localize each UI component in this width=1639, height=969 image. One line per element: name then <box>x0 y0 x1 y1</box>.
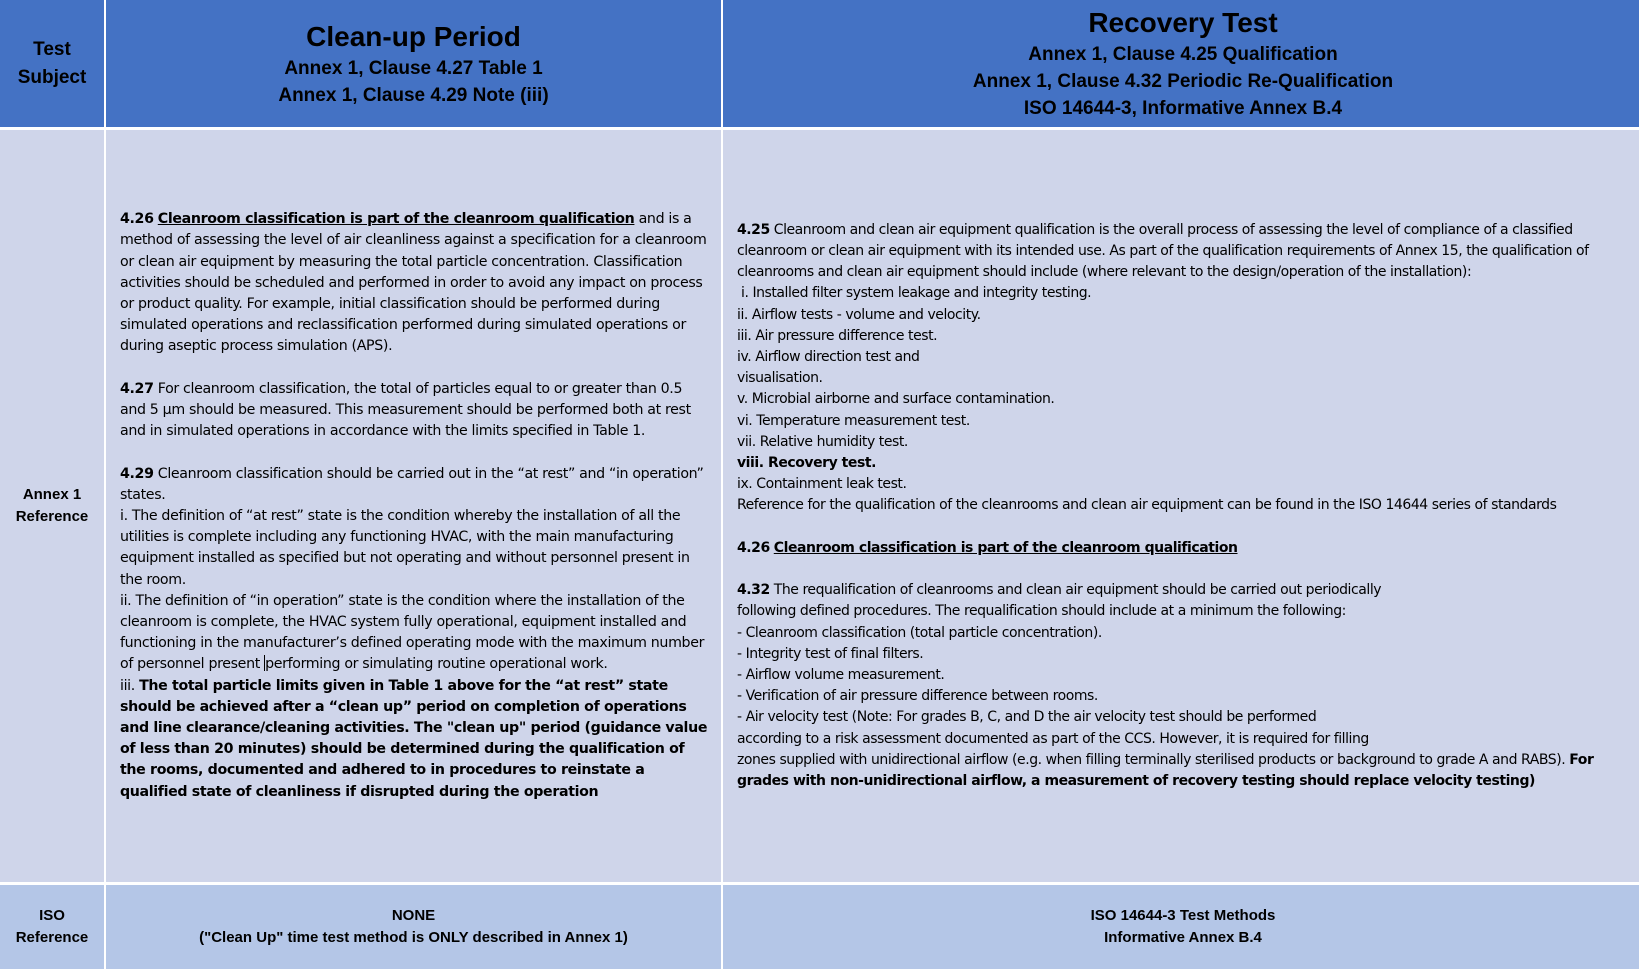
list-item: vii. Relative humidity test. <box>737 433 908 450</box>
clause-text: and is a method of assessing the level of air cleanliness against a specification for a cleanroom or clean air equipment by measuring the total particle concentration. Classification activities should be scheduled and performed in order to avoid any impact on process or product quality. For example, initial classification should be performed during simulated operations and reclassification performed during simulated operations or during aseptic process simulation (APS). <box>120 211 707 355</box>
clean-up-iso-reference <box>106 885 721 969</box>
recovery-ref: Annex 1, Clause 4.25 Qualification <box>1028 44 1338 65</box>
clause-bold-text: For grades with non-unidirectional airflow, a measurement of recovery testing should replace velocity testing) <box>737 751 1594 790</box>
list-item: - Verification of air pressure difference between rooms. <box>737 688 1098 705</box>
row-label-annex1-reference <box>0 130 104 882</box>
list-item: v. Microbial airborne and surface contamination. <box>737 391 1055 408</box>
clean-up-title: Clean-up Period <box>306 20 521 52</box>
clause-text: The requalification of cleanrooms and clean air equipment should be carried out periodically <box>769 582 1382 599</box>
iso-ref-line: ("Clean Up" time test method is ONLY described in Annex 1) <box>199 929 628 946</box>
header-clean-up-period <box>106 0 721 127</box>
header-test-subject-line1: Test <box>33 38 71 60</box>
list-item: ix. Containment leak test. <box>737 476 907 493</box>
row-label-line: Annex 1 <box>22 486 82 503</box>
clean-up-ref: Annex 1, Clause 4.27 Table 1 <box>284 57 543 79</box>
clause-number: 4.29 <box>120 465 154 482</box>
iso-ref-line: NONE <box>391 907 436 924</box>
reference-note: Reference for the qualification of the cleanrooms and clean air equipment can be found in the ISO 14644 series of standards <box>737 497 1557 514</box>
clause-emphasis: Cleanroom classification is part of the cleanroom qualification <box>157 211 635 228</box>
list-item: visualisation. <box>737 370 823 387</box>
row-label-line: Reference <box>15 508 89 525</box>
recovery-ref: ISO 14644-3, Informative Annex B.4 <box>1023 98 1343 119</box>
iso-ref-line: Informative Annex B.4 <box>1104 929 1262 946</box>
clause-4-26 <box>737 538 1635 559</box>
list-item: according to a risk assessment documented as part of the CCS. However, it is required for filling <box>737 730 1369 747</box>
recovery-ref: Annex 1, Clause 4.32 Periodic Re-Qualification <box>972 71 1394 92</box>
clause-4-25 <box>737 220 1635 284</box>
clause-4-29-ii <box>120 591 711 676</box>
row-label-line: Reference <box>15 929 89 946</box>
clause-4-29 <box>120 464 711 506</box>
list-item-recovery-test: viii. Recovery test. <box>737 455 876 471</box>
clause-bold-text: The total particle limits given in Table 1 above for the “at rest” state should be achieved after a “clean up” period on completion of operations and line clearance/cleaning activities. The "clean up" period (guidance value of less than 20 minutes) should be determined during the qualification of the rooms, documented and adhered to in procedures to reinstate a qualified state of cleanliness if disrupted during the operation <box>120 677 708 800</box>
header-recovery-test <box>723 0 1639 127</box>
row-label-iso-reference <box>0 885 104 969</box>
clause-4-32 <box>737 580 1635 601</box>
header-test-subject <box>0 0 104 127</box>
clause-emphasis: Cleanroom classification is part of the cleanroom qualification <box>773 539 1238 556</box>
clause-text: ii. The definition of “in operation” state is the condition where the installation of the cleanroom is complete, the HVAC system fully operational, equipment installed and functioning in the manufacturer’s defined operating mode with the maximum number of personnel present <box>120 592 705 673</box>
clause-text: Cleanroom classification should be carried out in the “at rest” and “in operation” states. <box>120 465 704 503</box>
clause-number: 4.26 <box>737 539 770 556</box>
clean-up-annex1-text <box>106 130 721 882</box>
list-item: i. Installed filter system leakage and integrity testing. <box>737 285 1092 302</box>
list-item: iii. Air pressure difference test. <box>737 327 938 344</box>
list-item: - Cleanroom classification (total particle concentration). <box>737 624 1102 641</box>
header-test-subject-line2: Subject <box>17 66 87 88</box>
clause-number: 4.32 <box>737 582 770 599</box>
list-item: vi. Temperature measurement test. <box>737 412 970 429</box>
list-item: iv. Airflow direction test and <box>737 348 920 365</box>
clause-number: 4.26 <box>120 211 154 228</box>
clause-text: Cleanroom and clean air equipment qualification is the overall process of assessing the level of compliance of a classified cleanroom or clean air equipment with its intended use. As part of the qualification requirements of Annex 15, the qualification of cleanrooms and clean air equipment should include (where relevant to the design/operation of the installation): <box>737 221 1589 281</box>
clause-4-29-i: i. The definition of “at rest” state is the condition whereby the installation of all the utilities is complete including any functioning HVAC, with the main manufacturing equipment installed as specified but not operating and without personnel present in the room. <box>120 507 690 588</box>
row-label-line: ISO <box>39 907 65 924</box>
recovery-iso-reference <box>723 885 1639 969</box>
clause-4-26 <box>120 209 711 357</box>
clause-4-29-iii <box>120 676 711 803</box>
recovery-annex1-text <box>723 130 1639 882</box>
list-item: - Integrity test of final filters. <box>737 645 924 662</box>
clause-text: following defined procedures. The requalification should include at a minimum the following: <box>737 603 1346 620</box>
clause-4-32-tail <box>737 750 1635 792</box>
clause-text: zones supplied with unidirectional airflow (e.g. when filling terminally sterilised products or background to grade A and RABS). <box>737 751 1570 768</box>
clause-4-27 <box>120 379 711 443</box>
iso-ref-line: ISO 14644-3 Test Methods <box>1090 907 1276 924</box>
clause-prefix: iii. <box>120 677 140 694</box>
recovery-title: Recovery Test <box>1088 7 1278 38</box>
clean-up-ref: Annex 1, Clause 4.29 Note (iii) <box>278 84 549 106</box>
clause-number: 4.27 <box>120 380 154 397</box>
clause-text: For cleanroom classification, the total of particles equal to or greater than 0.5 and 5 µm should be measured. This measurement should be performed both at rest and in simulated operations in accordance with the limits specified in Table 1. <box>120 380 691 440</box>
list-item: ii. Airflow tests - volume and velocity. <box>737 306 981 323</box>
list-item: - Airflow volume measurement. <box>737 667 945 683</box>
clause-number: 4.25 <box>737 221 770 238</box>
clause-text: performing or simulating routine operational work. <box>265 656 608 673</box>
list-item: - Air velocity test (Note: For grades B, C, and D the air velocity test should be performed <box>737 709 1317 726</box>
